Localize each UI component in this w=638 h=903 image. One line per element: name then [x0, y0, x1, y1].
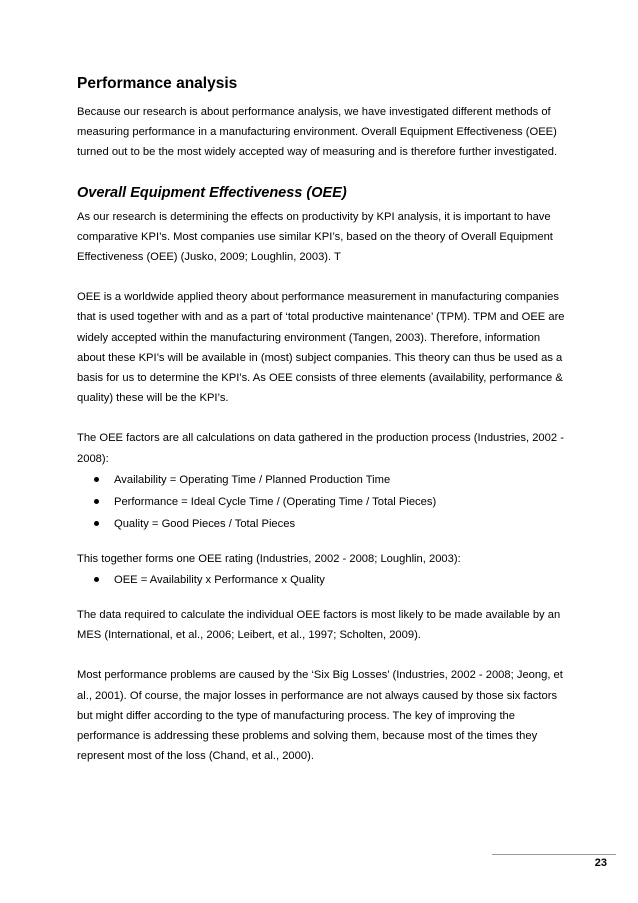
list-item [77, 569, 567, 591]
spacer [77, 591, 567, 605]
factor-availability: Availability = Operating Time / Planned Production Time [114, 473, 391, 486]
subsection-title: Overall Equipment Effectiveness (OEE) [77, 184, 347, 201]
mes-paragraph: The data required to calculate the individual OEE factors is most likely to be made available by an MES (International, et al., 2006; Leibert, et al., 1997; Scholten, 2009). [77, 609, 561, 642]
page-content [77, 74, 567, 766]
list-item [77, 491, 567, 513]
list-item [77, 469, 567, 491]
six-big-losses-paragraph: Most performance problems are caused by the ‘Six Big Losses’ (Industries, 2002 - 2008; Jeong, et al., 2001). Of course, the major losses in performance are not always caused by those six factors but might differ according to the type of manufacturing process. The key of improving the performance is addressing these problems and solving them, because most of the times they represent most of the loss (Chand, et al., 2000). [77, 669, 563, 763]
bullet-icon [94, 577, 99, 582]
bullet-icon [94, 477, 99, 482]
oee-formula: OEE = Availability x Performance x Quality [114, 574, 325, 587]
oee-rating-paragraph: This together forms one OEE rating (Industries, 2002 - 2008; Loughlin, 2003): [77, 552, 461, 565]
oee-factors-list [77, 469, 567, 535]
oee-paragraph-1: As our research is determining the effects on productivity by KPI analysis, it is important to have comparative KPI’s. Most companies use similar KPI’s, based on the theory of Overall Equipment Effectiveness (OEE) (Jusko, 2009; Loughlin, 2003). T [77, 210, 553, 264]
factor-performance: Performance = Ideal Cycle Time / (Operating Time / Total Pieces) [114, 495, 437, 508]
spacer [77, 535, 567, 549]
intro-paragraph: Because our research is about performance analysis, we have investigated different methods of measuring performance in a manufacturing environment. Overall Equipment Effectiveness (OEE) turned out to be the most widely accepted way of measuring and is therefore further investigated. [77, 106, 558, 159]
factor-quality: Quality = Good Pieces / Total Pieces [114, 517, 296, 530]
oee-factors-paragraph: The OEE factors are all calculations on data gathered in the production process (Industries, 2002 - 2008): [77, 432, 564, 465]
page-number: 23 [594, 857, 607, 869]
section-title: Performance analysis [77, 75, 238, 92]
list-item [77, 513, 567, 535]
footer-divider [492, 854, 616, 855]
oee-paragraph-2: OEE is a worldwide applied theory about performance measurement in manufacturing companies that is used together with and as a part of ‘total productive maintenance’ (TPM). TPM and OEE are widely accepted within the manufacturing environment (Tangen, 2003). Therefore, information about these KPI’s will be available in (most) subject companies. This theory can thus be used as a basis for us to determine the KPI’s. As OEE consists of three elements (availability, performance & quality) these will be the KPI’s. [77, 291, 565, 405]
bullet-icon [94, 521, 99, 526]
oee-rating-list [77, 569, 567, 591]
bullet-icon [94, 499, 99, 504]
